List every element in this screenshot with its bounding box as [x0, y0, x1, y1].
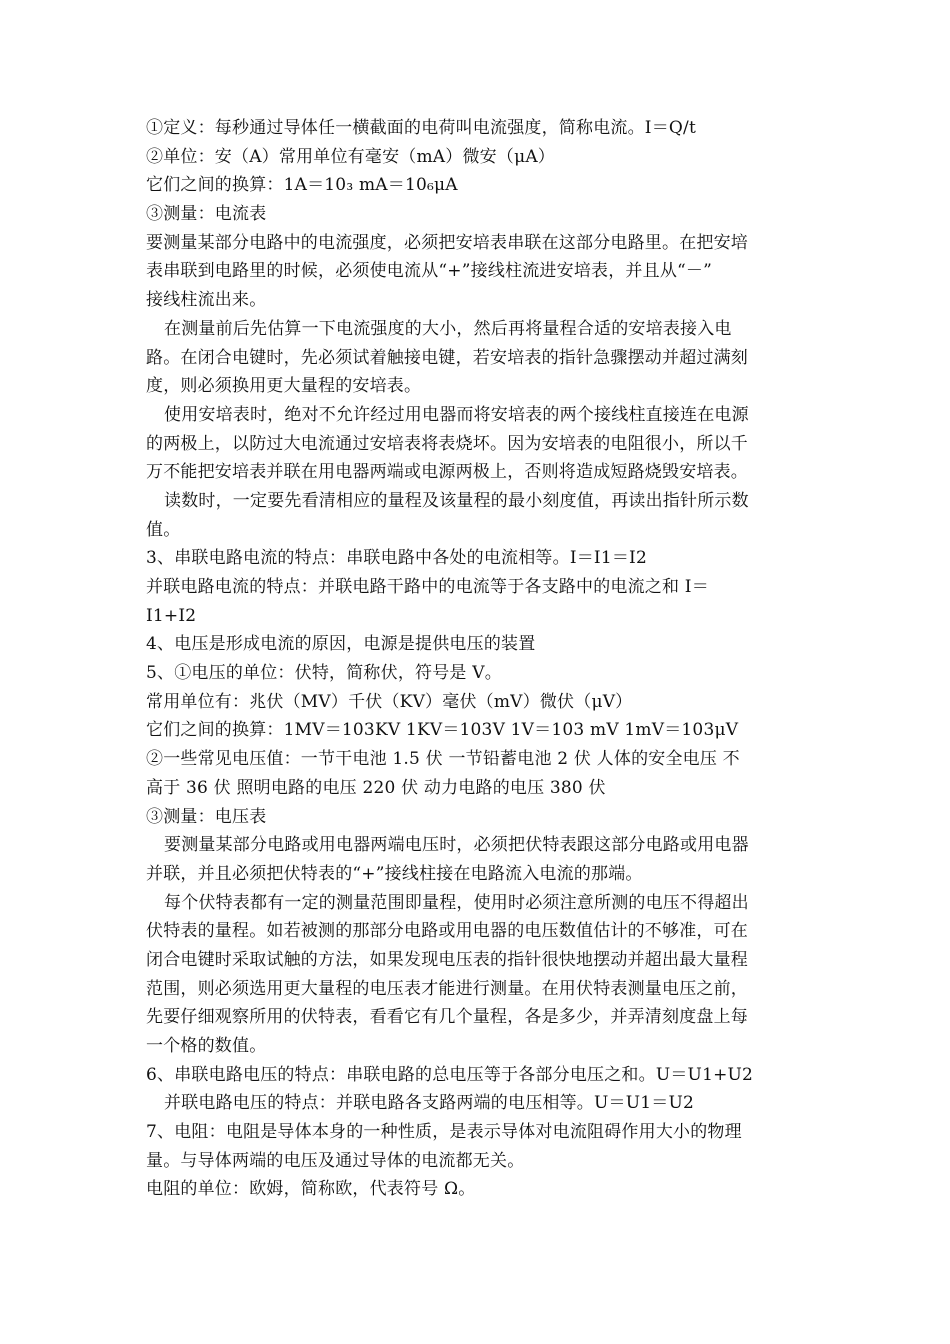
text-line: 它们之间的换算：1MV＝103KV 1KV＝103V 1V＝103 mV 1mV＝103μV — [146, 720, 739, 741]
text-line: 每个伏特表都有一定的测量范围即量程，使用时必须注意所测的电压不得超出 — [164, 892, 749, 913]
text-line: 并联电路电压的特点：并联电路各支路两端的电压相等。U＝U1＝U2 — [164, 1093, 695, 1114]
text-line: 要测量某部分电路或用电器两端电压时，必须把伏特表跟这部分电路或用电器 — [164, 835, 749, 856]
text-line: ②单位：安（A）常用单位有毫安（mA）微安（μA） — [146, 146, 555, 167]
text-line: 度，则必须换用更大量程的安培表。 — [146, 376, 422, 397]
text-line: ①定义：每秒通过导体任一横截面的电荷叫电流强度，简称电流。I＝Q/t — [146, 118, 697, 138]
text-line: ②一些常见电压值：一节干电池 1.5 伏 一节铅蓄电池 2 伏 人体的安全电压 不 — [146, 749, 740, 770]
text-line: 电阻的单位：欧姆，简称欧，代表符号 Ω。 — [146, 1179, 476, 1200]
text-line: 使用安培表时，绝对不允许经过用电器而将安培表的两个接线柱直接连在电源 — [164, 404, 749, 425]
text-line: 在测量前后先估算一下电流强度的大小，然后再将量程合适的安培表接入电 — [164, 318, 732, 339]
text-line: 表串联到电路里的时候，必须使电流从“+”接线柱流进安培表，并且从“－” — [146, 261, 713, 282]
text-line: 读数时，一定要先看清相应的量程及该量程的最小刻度值，再读出指针所示数 — [164, 490, 749, 511]
text-line: 值。 — [146, 519, 181, 540]
text-line: 的两极上，以防过大电流通过安培表将表烧坏。因为安培表的电阻很小，所以千 — [146, 433, 748, 454]
text-line: 接线柱流出来。 — [146, 290, 267, 311]
text-line: 要测量某部分电路中的电流强度，必须把安培表串联在这部分电路里。在把安培 — [146, 232, 748, 253]
text-line: 先要仔细观察所用的伏特表，看看它有几个量程，各是多少，并弄清刻度盘上每 — [146, 1007, 748, 1028]
text-line: 常用单位有：兆伏（MV）千伏（KV）毫伏（mV）微伏（μV） — [146, 691, 633, 712]
text-line: ③测量：电压表 — [146, 806, 267, 827]
text-line: 6、串联电路电压的特点：串联电路的总电压等于各部分电压之和。U＝U1+U2 — [146, 1064, 754, 1085]
text-line: 它们之间的换算：1A＝10₃ mA＝10₆μA — [146, 175, 458, 196]
text-line: 路。在闭合电键时，先必须试着触接电键，若安培表的指针急骤摆动并超过满刻 — [146, 347, 748, 368]
text-line: 高于 36 伏 照明电路的电压 220 伏 动力电路的电压 380 伏 — [146, 777, 606, 798]
text-line: 5、①电压的单位：伏特，简称伏，符号是 V。 — [146, 663, 502, 684]
text-line: 并联，并且必须把伏特表的“+”接线柱接在电路流入电流的那端。 — [146, 863, 643, 884]
text-line: 伏特表的量程。如若被测的那部分电路或用电器的电压数值估计的不够准，可在 — [146, 921, 748, 942]
text-line: 7、电阻：电阻是导体本身的一种性质，是表示导体对电流阻碍作用大小的物理 — [146, 1122, 742, 1143]
text-line: 范围，则必须选用更大量程的电压表才能进行测量。在用伏特表测量电压之前， — [146, 978, 748, 999]
text-line: I1+I2 — [146, 605, 197, 626]
text-line: 万不能把安培表并联在用电器两端或电源两极上，否则将造成短路烧毁安培表。 — [146, 462, 748, 483]
text-line: 量。与导体两端的电压及通过导体的电流都无关。 — [146, 1150, 525, 1171]
text-line: 一个格的数值。 — [146, 1036, 267, 1056]
text-line: 并联电路电流的特点：并联电路干路中的电流等于各支路中的电流之和 I＝ — [146, 577, 709, 597]
text-line: 4、电压是形成电流的原因，电源是提供电压的装置 — [146, 634, 536, 655]
document-body — [146, 114, 816, 1204]
text-line: 3、串联电路电流的特点：串联电路中各处的电流相等。I＝I1＝I2 — [146, 548, 647, 569]
text-line: 闭合电键时采取试触的方法，如果发现电压表的指针很快地摆动并超出最大量程 — [146, 949, 748, 970]
text-line: ③测量：电流表 — [146, 204, 267, 225]
